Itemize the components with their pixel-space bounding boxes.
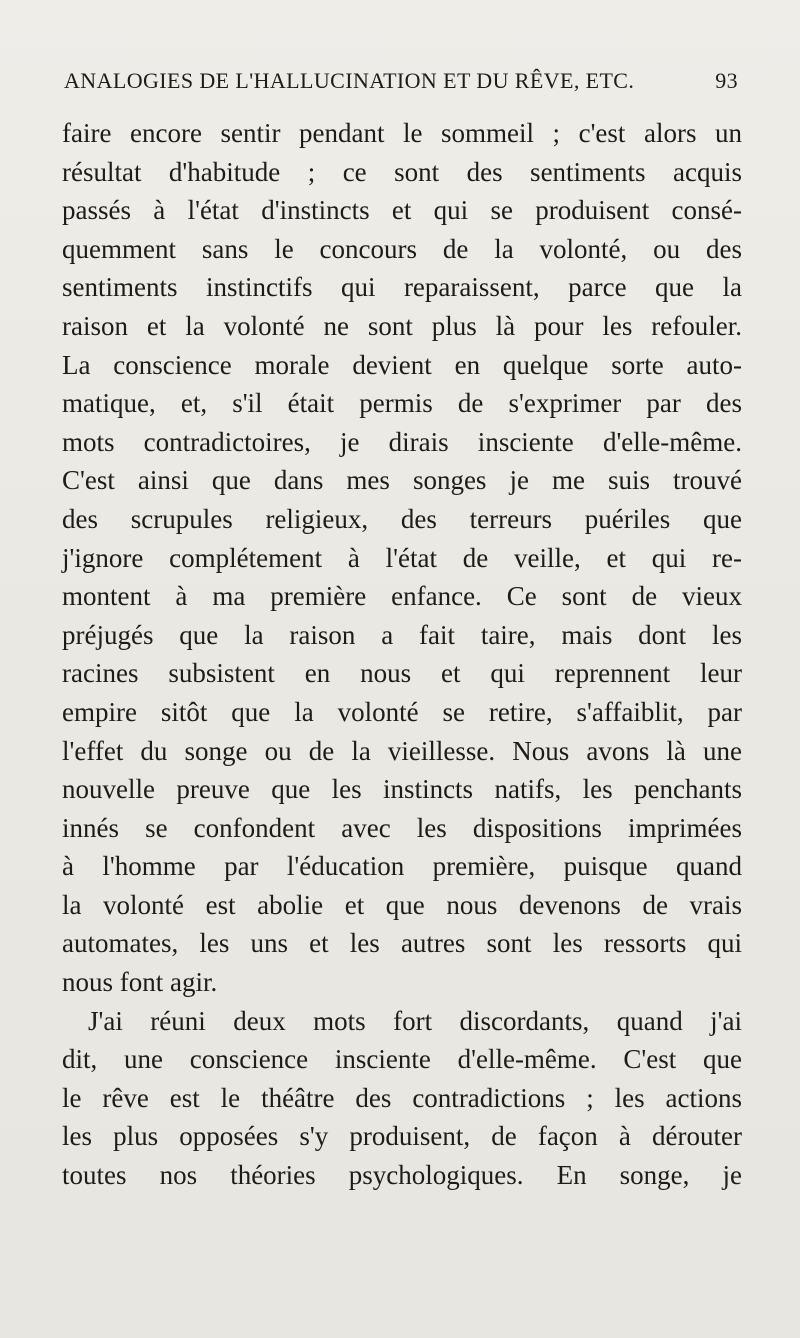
text-line: à l'homme par l'éducation première, puisque quand: [62, 851, 742, 882]
text-line: faire encore sentir pendant le sommeil ; c'est alors un: [62, 118, 742, 148]
text-line: quemment sans le concours de la volonté, ou des: [62, 233, 742, 264]
text-line: passés à l'état d'instincts et qui se produisent consé-: [62, 195, 742, 226]
text-line: La conscience morale devient en quelque sorte auto-: [62, 349, 742, 380]
text-line: les plus opposées s'y produisent, de façon à dérouter: [62, 1121, 742, 1152]
text-line: innés se confondent avec les dispositions imprimées: [62, 812, 742, 843]
page-number: 93: [715, 68, 738, 93]
text-line: mots contradictoires, je dirais insciente d'elle-même.: [62, 426, 742, 457]
body-text: [62, 114, 742, 1195]
text-line: dit, une conscience insciente d'elle-même. C'est que: [62, 1044, 742, 1075]
running-title: ANALOGIES DE L'HALLUCINATION ET DU RÊVE, ETC.: [64, 68, 635, 93]
text-line: j'ignore complétement à l'état de veille, et qui re-: [62, 542, 742, 573]
text-line: toutes nos théories psychologiques. En songe, je: [62, 1160, 742, 1191]
text-line: le rêve est le théâtre des contradictions ; les actions: [62, 1082, 742, 1113]
text-line: la volonté est abolie et que nous devenons de vrais: [62, 889, 742, 920]
text-line: empire sitôt que la volonté se retire, s'affaiblit, par: [62, 696, 742, 727]
text-line: C'est ainsi que dans mes songes je me suis trouvé: [62, 465, 742, 496]
text-line: montent à ma première enfance. Ce sont de vieux: [62, 581, 742, 612]
text-line: l'effet du songe ou de la vieillesse. Nous avons là une: [62, 735, 742, 766]
text-line: résultat d'habitude ; ce sont des sentiments acquis: [62, 156, 742, 187]
text-line: raison et la volonté ne sont plus là pour les refouler.: [62, 310, 742, 341]
paragraph-start-line: J'ai réuni deux mots fort discordants, quand j'ai: [88, 1005, 742, 1036]
text-line: racines subsistent en nous et qui reprennent leur: [62, 658, 742, 689]
running-head: [64, 68, 738, 98]
text-line: automates, les uns et les autres sont les ressorts qui: [62, 928, 742, 959]
text-line: nouvelle preuve que les instincts natifs, les penchants: [62, 774, 742, 805]
text-line: préjugés que la raison a fait taire, mais dont les: [62, 619, 742, 650]
text-line: des scrupules religieux, des terreurs puériles que: [62, 503, 742, 534]
paragraph-end-line: nous font agir.: [62, 967, 218, 998]
text-line: sentiments instinctifs qui reparaissent, parce que la: [62, 272, 742, 303]
text-line: matique, et, s'il était permis de s'exprimer par des: [62, 388, 742, 419]
